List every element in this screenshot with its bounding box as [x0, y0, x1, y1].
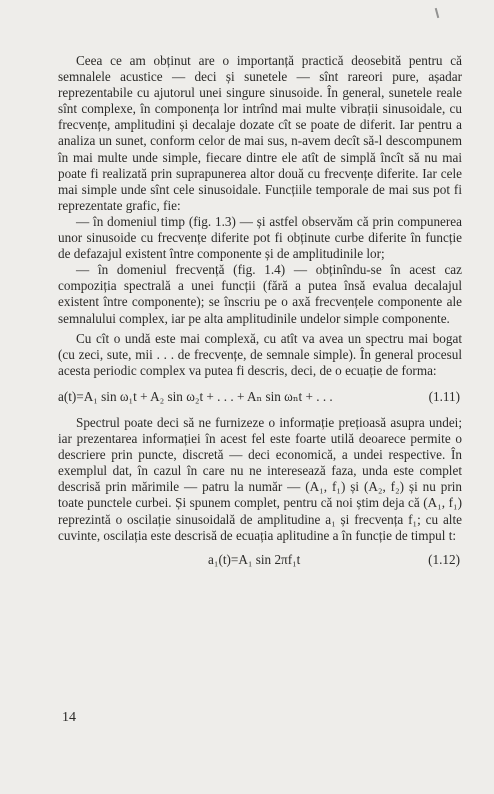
equation-1-11 — [58, 389, 462, 405]
pencil-mark — [435, 8, 440, 18]
paragraph-5: Spectrul poate deci să ne furnizeze o informație prețioasă asupra undei; iar prezentarea informației în acest fel este foarte utilă deoarece permite o descriere prin puncte, discretă — deci economică, a undei respective. În exemplul dat, în cazul în care nu ne interesează faza, unda este complet descrisă prin mărimile — patru la număr — (A₁, f₁) și (A₂, f₂) și nu prin toate punctele curbei. Și spunem complet, pentru că noi știm deja că (A₁, f₁) reprezintă o oscilație sinusoidală de amplitudine a₁ și frecvența f₁; cu alte cuvinte, oscilația este descrisă de ecuația aplitudine a în funcție de timpul t: — [58, 414, 462, 543]
paragraph-3: — în domeniul frecvență (fig. 1.4) — obținîndu-se în acest caz compoziția spectrală a unei funcții (fără a putea însă evalua decalajul existent între componente); se înscriu pe o axă frecvențele componente ale semnalului complex, iar pe alta amplitudinile undelor simple componente. — [58, 262, 462, 326]
equation-1-12 — [58, 552, 462, 568]
paragraph-1: Ceea ce am obținut are o importanță practică deosebită pentru că semnalele acustice — deci și sunetele — sînt rareori pure, așadar reprezentabile cu ajutorul unei singure sinusoide. În general, sunetele reale sînt complexe, în componența lor intrînd mai multe vibrații sinusoidale, cu frecvențe, amplitudini și decalaje dozate cît se poate de diferit. Iar pentru a analiza un sunet, conform celor de mai sus, n-avem decît să-l descompunem în mai multe unde simple, fiecare dintre ele atît de simplă încît să nu mai poate fi realizată prin suprapunerea altor două cu frecvențe diferite. Iar cele mai simple unde sînt cele sinusoidale. Funcțiile temporale de mai sus pot fi reprezentate grafic, fie: — [58, 53, 462, 213]
paragraph-4: Cu cît o undă este mai complexă, cu atît va avea un spectru mai bogat (cu zeci, sute, mii . . . de frecvențe, de semnale simple). În general procesul acesta periodic complex va putea fi descris, deci, de o ecuație de forma: — [58, 330, 462, 378]
page-number: 14 — [62, 710, 76, 725]
equation-formula: a(t)=A₁ sin ω₁t + A₂ sin ω₂t + . . . + Aₙ sin ωₙt + . . . — [58, 388, 333, 404]
equation-number: (1.12) — [428, 551, 460, 567]
paragraph-2: — în domeniul timp (fig. 1.3) — și astfel observăm că prin compunerea unor sinusoide cu frecvențe diferite pot fi obținute curbe diferite în funcție de defazajul existent între componente și de amplitudinile lor; — [58, 213, 462, 262]
page-body — [58, 53, 462, 578]
equation-number: (1.11) — [428, 388, 460, 404]
equation-formula: a₁(t)=A₁ sin 2πf₁t — [208, 551, 301, 567]
